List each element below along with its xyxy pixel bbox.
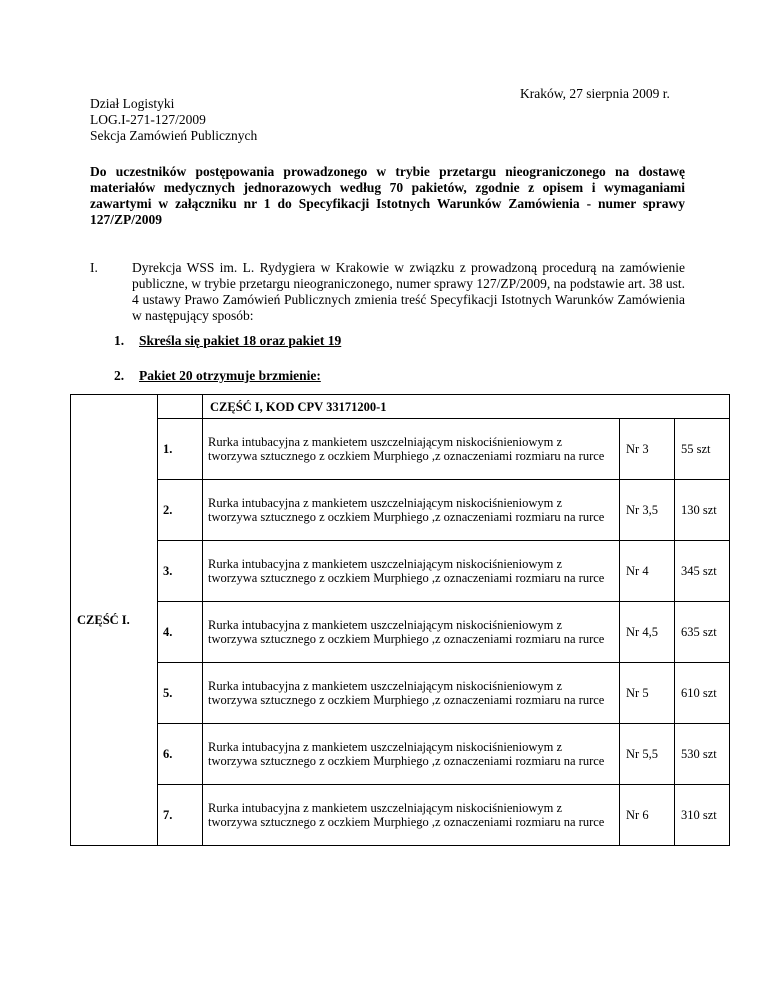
document-date: Kraków, 27 sierpnia 2009 r. (520, 86, 670, 101)
row-description: Rurka intubacyjna z mankietem uszczelniającym niskociśnieniowym z tworzywa sztucznego z oczkiem Murphiego ,z oznaczeniami rozmiaru na rurce (203, 480, 620, 541)
table-row (71, 663, 730, 724)
list-item-point-2 (114, 368, 321, 384)
table-row (71, 602, 730, 663)
row-description: Rurka intubacyjna z mankietem uszczelniającym niskociśnieniowym z tworzywa sztucznego z oczkiem Murphiego ,z oznaczeniami rozmiaru na rurce (203, 419, 620, 480)
department-name: Dział Logistyki (90, 96, 175, 111)
part-side-label: CZĘŚĆ I. (71, 395, 158, 846)
row-number: 3. (158, 541, 203, 602)
row-quantity: 310 szt (675, 785, 730, 846)
row-description: Rurka intubacyjna z mankietem uszczelniającym niskociśnieniowym z tworzywa sztucznego z oczkiem Murphiego ,z oznaczeniami rozmiaru na rurce (203, 724, 620, 785)
section-number: I. (90, 260, 98, 275)
row-number: 7. (158, 785, 203, 846)
row-size: Nr 5,5 (620, 724, 675, 785)
table-header: CZĘŚĆ I, KOD CPV 33171200-1 (203, 395, 730, 419)
row-size: Nr 3 (620, 419, 675, 480)
row-quantity: 530 szt (675, 724, 730, 785)
row-quantity: 345 szt (675, 541, 730, 602)
row-number: 1. (158, 419, 203, 480)
package-table (70, 394, 730, 846)
row-description: Rurka intubacyjna z mankietem uszczelniającym niskociśnieniowym z tworzywa sztucznego z oczkiem Murphiego ,z oznaczeniami rozmiaru na rurce (203, 663, 620, 724)
row-number: 5. (158, 663, 203, 724)
table-row (71, 724, 730, 785)
row-size: Nr 4 (620, 541, 675, 602)
row-quantity: 130 szt (675, 480, 730, 541)
point-number: 1. (114, 333, 125, 348)
section-name: Sekcja Zamówień Publicznych (90, 128, 258, 143)
table-header-row (71, 395, 730, 419)
row-number: 2. (158, 480, 203, 541)
list-item-point-1 (114, 333, 341, 349)
row-quantity: 635 szt (675, 602, 730, 663)
row-number: 6. (158, 724, 203, 785)
row-description: Rurka intubacyjna z mankietem uszczelniającym niskociśnieniowym z tworzywa sztucznego z oczkiem Murphiego ,z oznaczeniami rozmiaru na rurce (203, 541, 620, 602)
row-size: Nr 4,5 (620, 602, 675, 663)
row-size: Nr 6 (620, 785, 675, 846)
table-row (71, 480, 730, 541)
row-description: Rurka intubacyjna z mankietem uszczelniającym niskociśnieniowym z tworzywa sztucznego z oczkiem Murphiego ,z oznaczeniami rozmiaru na rurce (203, 785, 620, 846)
row-quantity: 55 szt (675, 419, 730, 480)
section-paragraph: Dyrekcja WSS im. L. Rydygiera w Krakowie w związku z prowadzoną procedurą na zamówienie publiczne, w trybie przetargu nieograniczonego, numer sprawy 127/ZP/2009, na podstawie art. 38 ust. 4 ustawy Prawo Zamówień Publicznych zmienia treść Specyfikacji Istotnych Warunków Zamówienia w następujący sposób: (132, 260, 685, 323)
point-number: 2. (114, 368, 125, 383)
document-subject: Do uczestników postępowania prowadzonego w trybie przetargu nieograniczonego na dostawę materiałów medycznych jednorazowych według 70 pakietów, zgodnie z opisem i wymaganiami zawartymi w załączniku nr 1 do Specyfikacji Istotnych Warunków Zamówienia - numer sprawy 127/ZP/2009 (90, 164, 685, 227)
table-row (71, 785, 730, 846)
point-text: Skreśla się pakiet 18 oraz pakiet 19 (139, 333, 342, 348)
point-text: Pakiet 20 otrzymuje brzmienie: (139, 368, 321, 383)
row-description: Rurka intubacyjna z mankietem uszczelniającym niskociśnieniowym z tworzywa sztucznego z oczkiem Murphiego ,z oznaczeniami rozmiaru na rurce (203, 602, 620, 663)
table-row (71, 541, 730, 602)
header-empty-cell (158, 395, 203, 419)
reference-number: LOG.I-271-127/2009 (90, 112, 206, 127)
sender-header (90, 96, 257, 144)
row-quantity: 610 szt (675, 663, 730, 724)
row-number: 4. (158, 602, 203, 663)
table-row (71, 419, 730, 480)
row-size: Nr 5 (620, 663, 675, 724)
row-size: Nr 3,5 (620, 480, 675, 541)
